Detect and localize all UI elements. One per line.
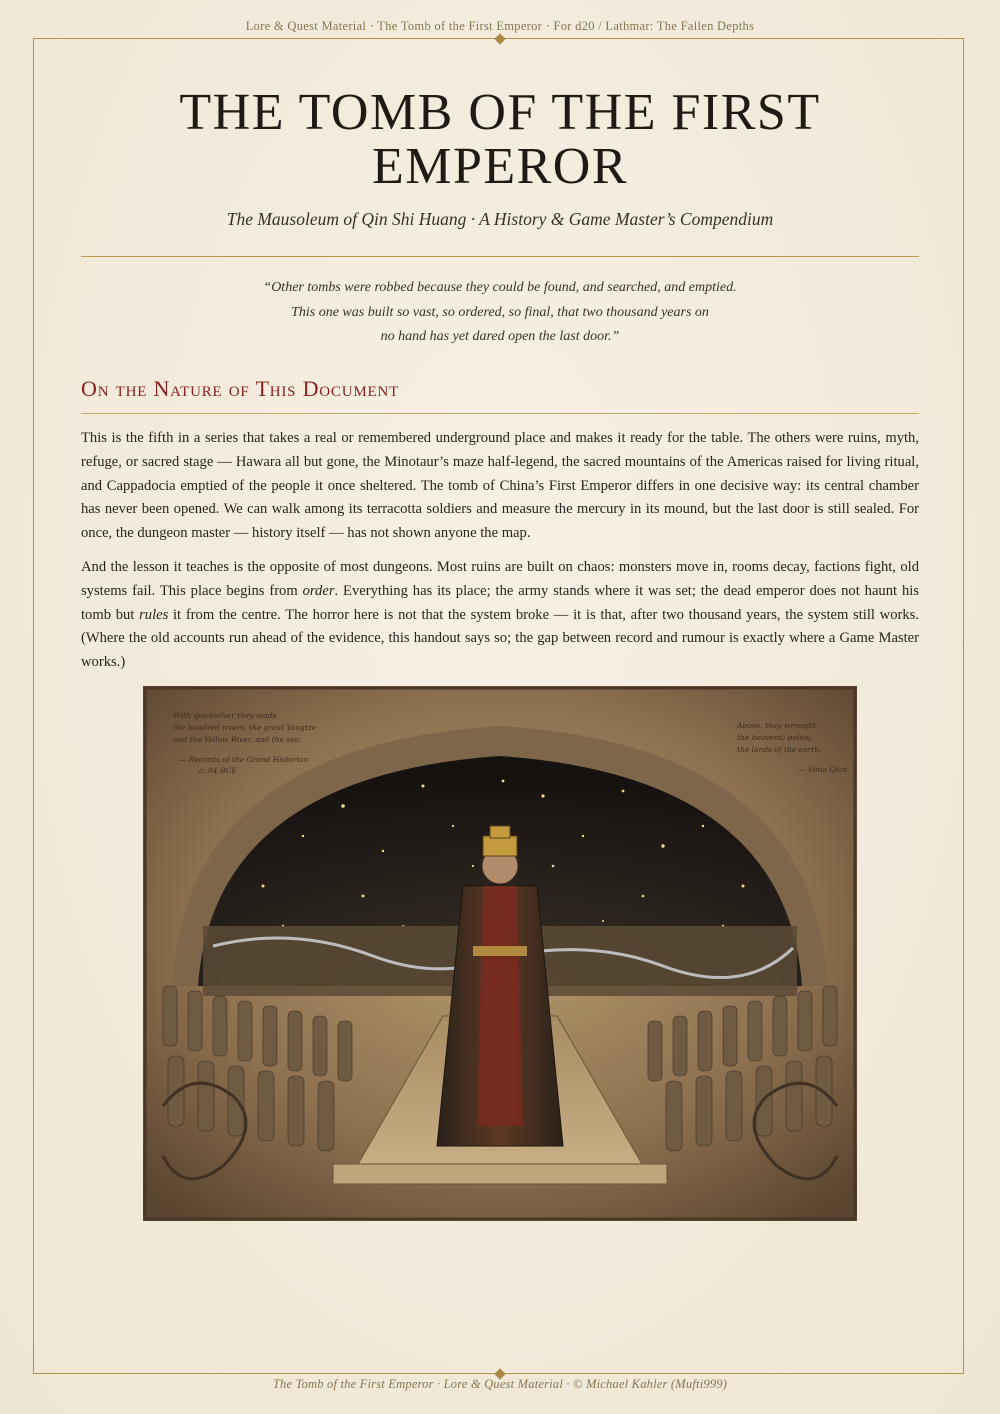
inscription-left: the hundred rivers, the great Yangtze bbox=[173, 723, 317, 732]
text-run: it from the centre. The horror here is not that the system broke — it is that, after two thousand years, the system still works. (Where the old accounts run ahead of the evidence, this handout says so; the gap between record and rumour is exactly where a Game Master works.) bbox=[81, 606, 919, 671]
page-subtitle: The Mausoleum of Qin Shi Huang · A History & Game Master’s Compendium bbox=[226, 209, 774, 229]
body-paragraph-2 bbox=[81, 556, 919, 675]
page-title: THE TOMB OF THE FIRST EMPEROR bbox=[179, 84, 821, 195]
section-divider bbox=[81, 413, 919, 414]
tomb-illustration bbox=[143, 686, 857, 1221]
epigraph bbox=[200, 276, 800, 350]
page-footer: The Tomb of the First Emperor · Lore & Quest Material · © Michael Kahler (Mufti999) bbox=[272, 1377, 728, 1391]
epigraph-line: no hand has yet dared open the last door.” bbox=[380, 329, 620, 344]
inscription-right: Above, they wrought bbox=[737, 721, 817, 730]
emphasis-rules: rules bbox=[139, 606, 169, 623]
inscription-left: — Records of the Grand Historian bbox=[179, 755, 309, 764]
title-divider bbox=[81, 256, 919, 257]
inscription-left: c. 94 BCE bbox=[199, 766, 237, 775]
body-paragraph-1: This is the fifth in a series that takes a real or remembered underground place and makes it ready for the table. The others were ruins, myth, refuge, or sacred stage — Hawara all but gone, the Minotaur’s maze half-legend, the sacred mountains of the Americas raised for living ritual, and Cappadocia emptied of the people it once sheltered. The tomb of China’s First Emperor differs in one decisive way: its central chamber has never been opened. We can walk among its terracotta soldiers and measure the mercury in its mound, but the last door is still sealed. For once, the dungeon master — history itself — has not shown anyone the map. bbox=[81, 430, 919, 542]
emphasis-order: order bbox=[302, 582, 335, 599]
inscription-left: With quicksilver they made bbox=[173, 711, 277, 720]
inscription-left: and the Yellow River, and the sea. bbox=[173, 735, 302, 744]
crown-icon bbox=[483, 836, 517, 856]
inscription-right: — Sima Qian bbox=[798, 765, 848, 774]
running-head: Lore & Quest Material · The Tomb of the First Emperor · For d20 / Lathmar: The Fallen Depths bbox=[245, 19, 755, 33]
epigraph-line: This one was built so vast, so ordered, so final, that two thousand years on bbox=[291, 304, 709, 320]
text-run: . Everything has its place; the army stands where it was set; the dead emperor does not haunt his tomb but bbox=[81, 582, 919, 623]
section-heading: On the Nature of This Document bbox=[81, 376, 400, 401]
inscription-right: the lands of the earth. bbox=[737, 745, 822, 754]
text-run: And the lesson it teaches is the opposite of most dungeons. Most ruins are built on chaos: monsters move in, rooms decay, factions fight, old systems fail. This place begins from bbox=[81, 559, 919, 599]
epigraph-line: “Other tombs were robbed because they could be found, and searched, and emptied. bbox=[263, 280, 737, 295]
inscription-right: the heavens; below, bbox=[737, 733, 812, 742]
